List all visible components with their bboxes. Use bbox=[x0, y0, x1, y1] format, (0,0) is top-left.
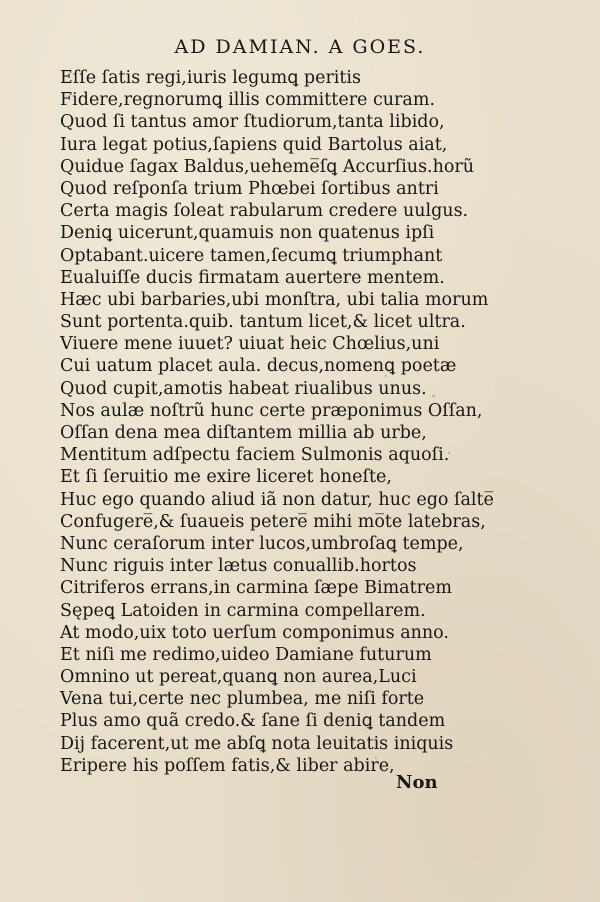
verse-line-5: Quidue ſagax Baldus,ueheme̅ſꝗ Accurſius.horũ bbox=[60, 156, 475, 177]
verse-line-31: Dij facerent,ut me abſꝗ nota leuitatis iniquis bbox=[60, 733, 454, 754]
verse-line-25: Sępeꝗ Latoiden in carmina compellarem. bbox=[60, 600, 426, 621]
verse-line-12: Sunt portenta.quib. tantum licet,& licet ultra. bbox=[60, 312, 466, 333]
paper-speck bbox=[375, 757, 377, 759]
paper-speck bbox=[385, 375, 387, 377]
verse-block bbox=[60, 67, 580, 777]
verse-line-22: Nunc ceraſorum inter lucos,umbroſaꝗ tempe, bbox=[60, 533, 464, 554]
verse-line-7: Certa magis ſoleat rabularum credere uulgus. bbox=[60, 201, 469, 222]
verse-line-26: At modo,uix toto uerſum componimus anno. bbox=[60, 622, 449, 643]
verse-line-20: Huc ego quando aliud iã non datur, huc ego ſalte̅ bbox=[60, 489, 494, 510]
verse-line-23: Nunc riguis inter lætus conuallib.hortos bbox=[60, 556, 417, 577]
verse-line-29: Vena tui,certe nec plumbea, me niſi forte bbox=[60, 689, 425, 710]
verse-line-6: Quod reſponſa trium Phœbei ſortibus antri bbox=[60, 178, 439, 199]
verse-line-10: Eualuiſſe ducis firmatam auertere mentem. bbox=[60, 267, 445, 288]
paper-speck bbox=[432, 395, 435, 397]
catchword: Non bbox=[396, 772, 438, 793]
verse-line-8: Deniꝗ uicerunt,quamuis non quatenus ipſi bbox=[60, 223, 435, 244]
verse-line-13: Viuere mene iuuet? uiuat heic Chœlius,uni bbox=[60, 334, 440, 355]
paper-speck bbox=[448, 452, 450, 454]
verse-line-18: Mentitum adſpectu faciem Sulmonis aquoſi. bbox=[60, 445, 450, 466]
verse-line-24: Citriferos errans,in carmina ſæpe Bimatrem bbox=[60, 578, 452, 599]
verse-line-21: Confugere̅,& ſuaueis petere̅ mihi mo̅te latebras, bbox=[60, 511, 486, 532]
verse-line-16: Nos aulæ noſtrũ hunc certe præponimus Oſſan, bbox=[60, 400, 483, 421]
verse-line-2: Fidere,regnorumꝗ illis committere curam. bbox=[60, 90, 436, 111]
running-head: AD DAMIAN. A GOES. bbox=[174, 36, 426, 58]
verse-line-3: Quod ſi tantus amor ſtudiorum,tanta libido, bbox=[60, 112, 445, 133]
verse-line-17: Oſſan dena mea diſtantem millia ab urbe, bbox=[60, 423, 427, 443]
verse-line-32: Eripere his poſſem fatis,& liber abire, bbox=[60, 755, 395, 776]
verse-line-28: Omnino ut pereat,quanꝗ non aurea,Luci bbox=[60, 667, 417, 688]
verse-line-19: Et ſi ſeruitio me exire liceret honeſte, bbox=[60, 467, 392, 488]
verse-line-14: Cui uatum placet aula. decus,nomenꝗ poetæ bbox=[60, 356, 457, 377]
verse-line-11: Hæc ubi barbaries,ubi monſtra, ubi talia morum bbox=[60, 289, 489, 310]
verse-line-4: Iura legat potius,ſapiens quid Bartolus aiat, bbox=[60, 134, 448, 155]
verse-line-27: Et niſi me redimo,uideo Damiane futurum bbox=[60, 644, 432, 665]
verse-line-9: Optabant.uicere tamen,ſecumꝗ triumphant bbox=[60, 245, 443, 266]
verse-line-15: Quod cupit,amotis habeat riualibus unus. bbox=[60, 378, 427, 399]
verse-line-30: Plus amo quã credo.& ſane ſi deniꝗ tandem bbox=[60, 711, 446, 732]
verse-line-1: Eſſe ſatis regi,iuris legumꝗ peritis bbox=[60, 68, 362, 88]
